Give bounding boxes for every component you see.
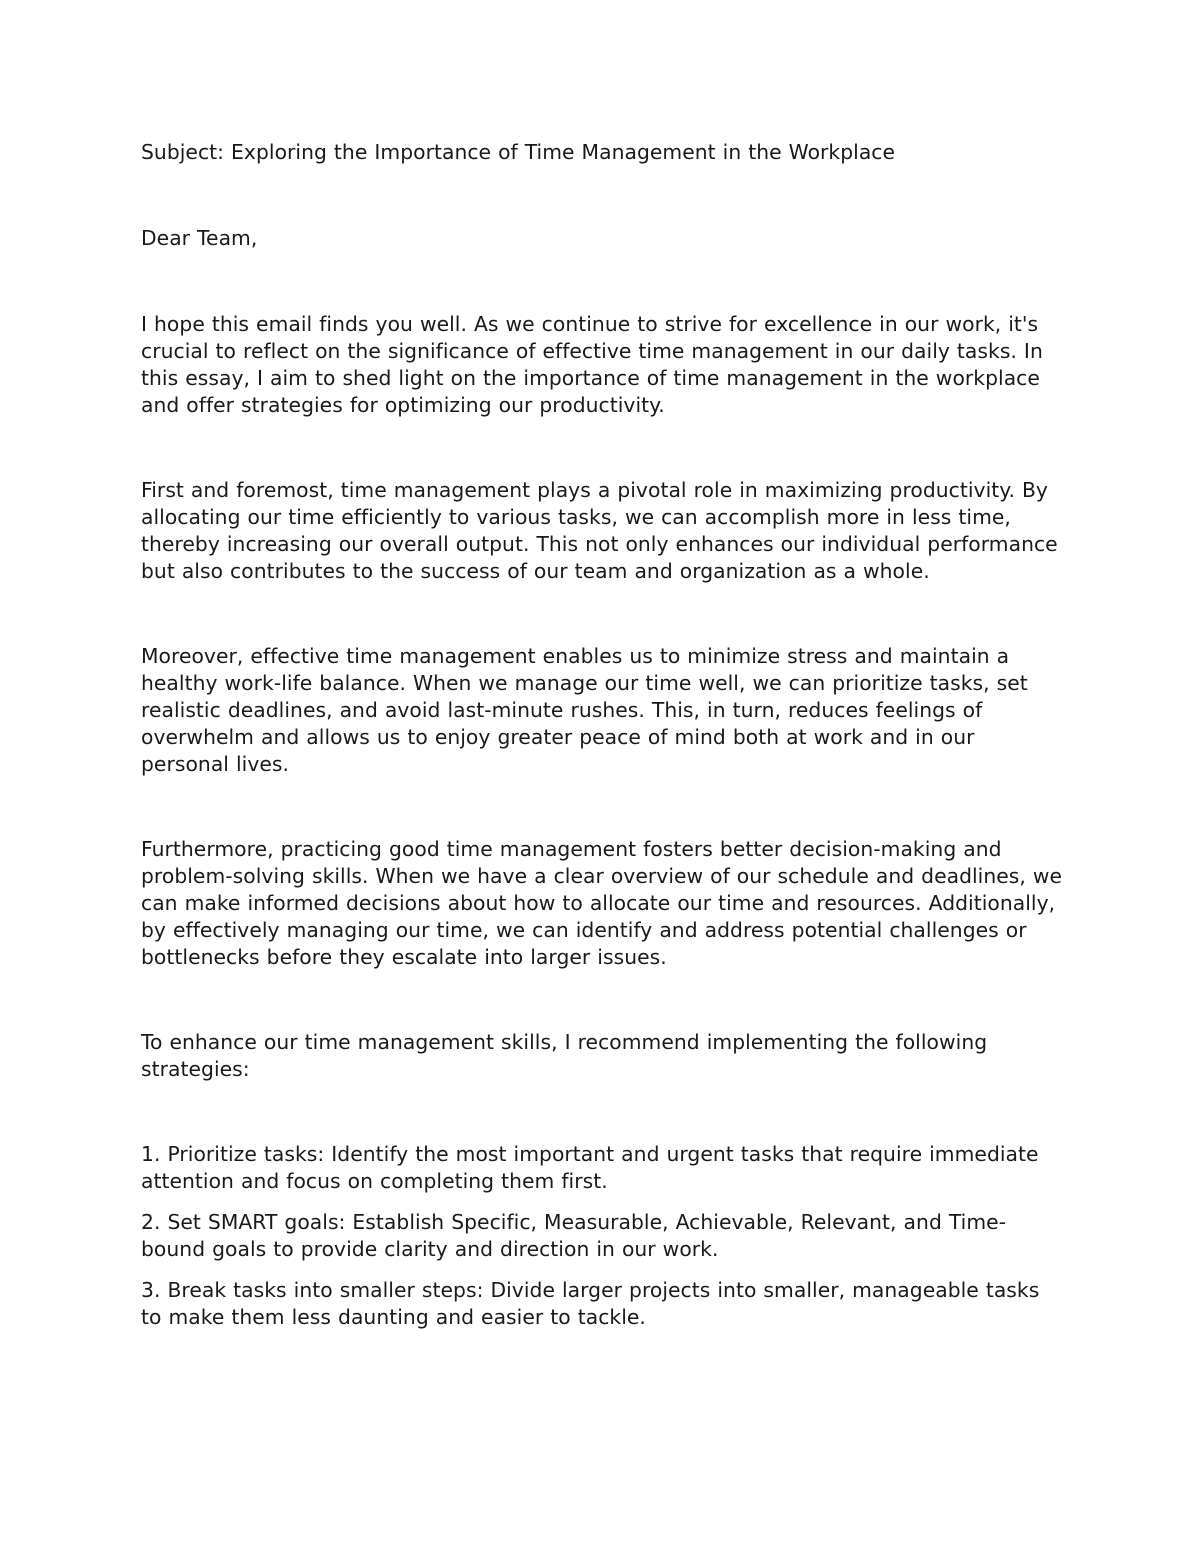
strategy-item: 2. Set SMART goals: Establish Specific, Measurable, Achievable, Relevant, and Time-bound goals to provide clarity and direction in our work. (141, 1210, 1007, 1261)
strategy-item: 3. Break tasks into smaller steps: Divide larger projects into smaller, manageable tasks to make them less daunting and easier to tackle. (141, 1278, 1040, 1329)
strategies-intro: To enhance our time management skills, I recommend implementing the following strategies: (141, 1030, 988, 1081)
paragraph-productivity: First and foremost, time management plays a pivotal role in maximizing productivity. By allocating our time efficiently to various tasks, we can accomplish more in less time, thereby increasing our overall output. This not only enhances our individual performance but also contributes to the success of our team and organization as a whole. (141, 478, 1058, 583)
paragraph-decision-making: Furthermore, practicing good time management fosters better decision-making and problem-solving skills. When we have a clear overview of our schedule and deadlines, we can make informed decisions about how to allocate our time and resources. Additionally, by effectively managing our time, we can identify and address potential challenges or bottlenecks before they escalate into larger issues. (141, 837, 1063, 969)
paragraph-stress: Moreover, effective time management enables us to minimize stress and maintain a healthy work-life balance. When we manage our time well, we can prioritize tasks, set realistic deadlines, and avoid last-minute rushes. This, in turn, reduces feelings of overwhelm and allows us to enjoy greater peace of mind both at work and in our personal lives. (141, 644, 1028, 776)
strategy-item: 1. Prioritize tasks: Identify the most important and urgent tasks that require immediate attention and focus on completing them first. (141, 1142, 1039, 1193)
email-body (141, 139, 1066, 1345)
paragraph-intro: I hope this email finds you well. As we continue to strive for excellence in our work, it's crucial to reflect on the significance of effective time management in our daily tasks. In this essay, I aim to shed light on the importance of time management in the workplace and offer strategies for optimizing our productivity. (141, 312, 1043, 417)
email-subject: Subject: Exploring the Importance of Time Management in the Workplace (141, 140, 896, 164)
email-greeting: Dear Team, (141, 226, 258, 250)
